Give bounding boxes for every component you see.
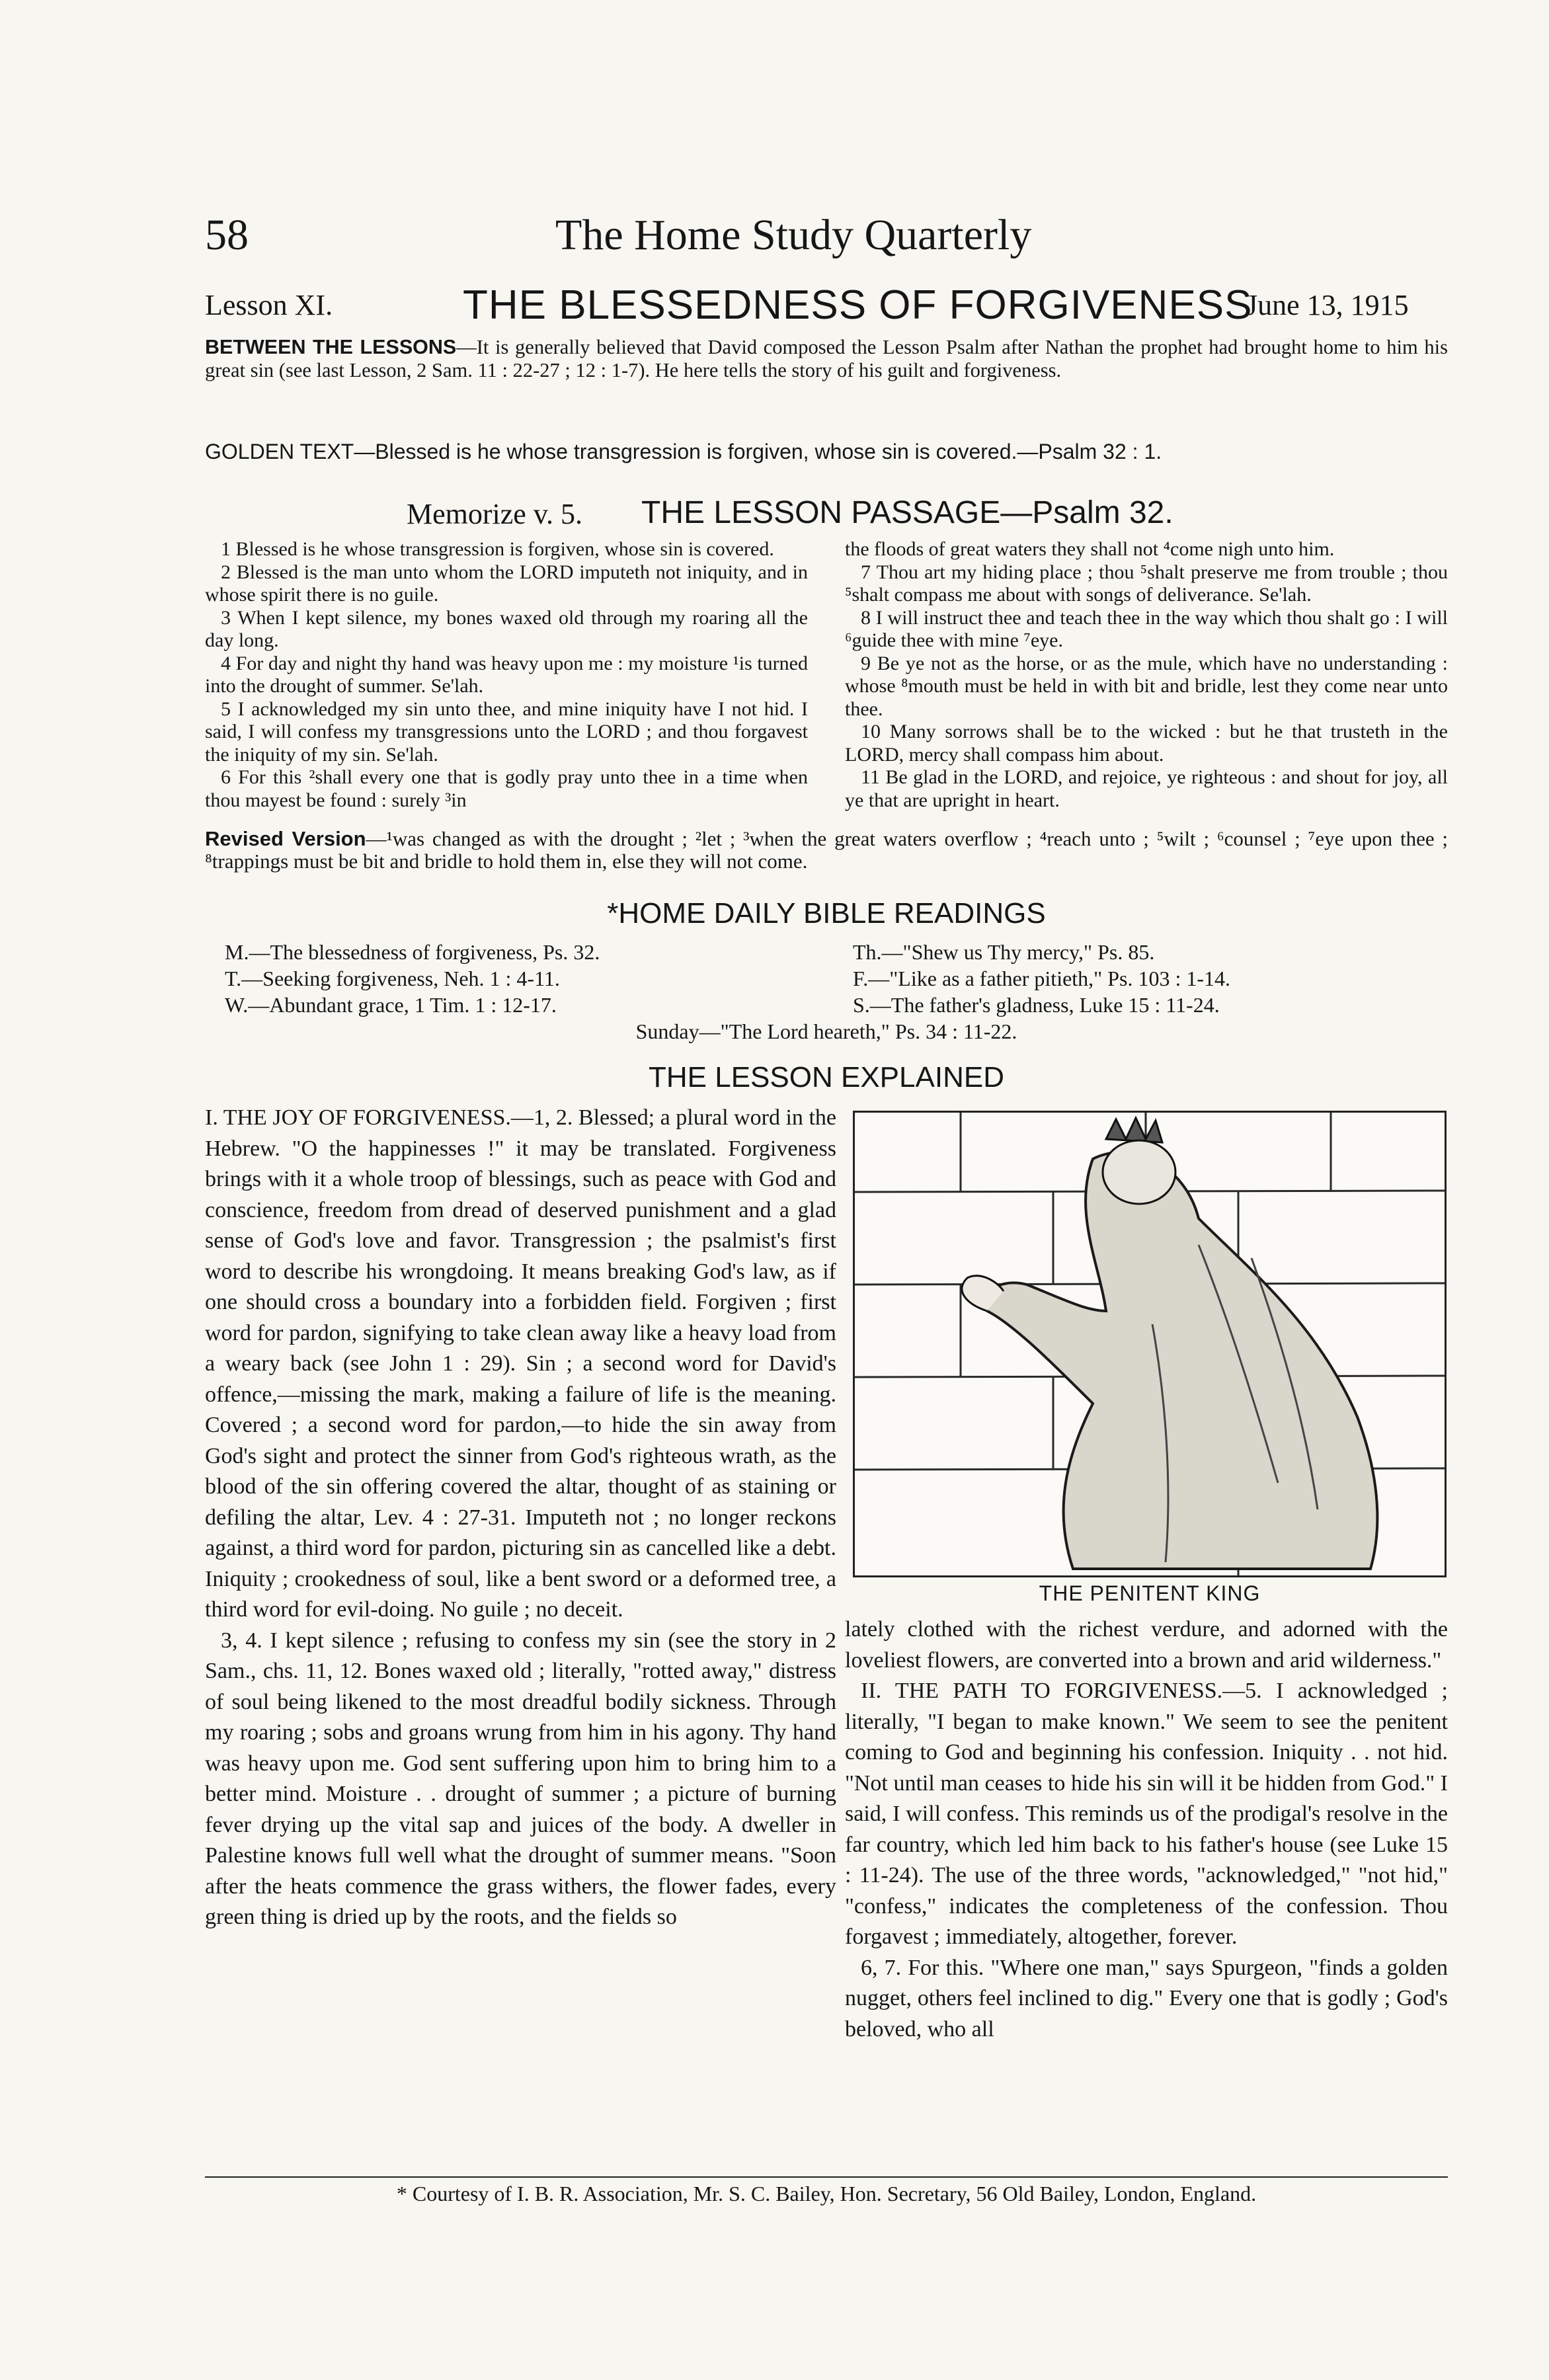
verse: 8 I will instruct thee and teach thee in the way which thou shalt go : I will ⁶guide thee with mine ⁷eye.: [845, 606, 1448, 651]
explained-right-column: [845, 1614, 1448, 2045]
lesson-date: June 13, 1915: [1246, 289, 1409, 321]
reading-item: F.—"Like as a father pitieth," Ps. 103 : 1-14.: [853, 967, 1231, 990]
verse: 10 Many sorrows shall be to the wicked : but he that trusteth in the LORD, mercy shall compass him about.: [845, 721, 1448, 766]
between-lessons: [205, 336, 1448, 382]
verse: 9 Be ye not as the horse, or as the mule, which have no understanding : whose ⁸mouth must be held in with bit and bridle, lest they come near unto thee.: [845, 652, 1448, 720]
verses-right: [845, 538, 1448, 812]
verse: 4 For day and night thy hand was heavy upon me : my moisture ¹is turned into the drought of summer. Se'lah.: [205, 652, 808, 697]
running-title: The Home Study Quarterly: [555, 211, 1032, 259]
verse: 11 Be glad in the LORD, and rejoice, ye righteous : and shout for joy, all ye that are upright in heart.: [845, 766, 1448, 811]
footnote: * Courtesy of I. B. R. Association, Mr. S. C. Bailey, Hon. Secretary, 56 Old Bailey, London, England.: [396, 2182, 1257, 2205]
revised-label: Revised Version: [205, 827, 366, 850]
readings-left: [225, 939, 820, 1018]
penitent-king-illustration: [853, 1111, 1447, 1577]
explained-title: THE LESSON EXPLAINED: [649, 1061, 1004, 1093]
verse: 7 Thou art my hiding place ; thou ⁵shalt preserve me from trouble ; thou ⁵shalt compass me about with songs of deliverance. Se'lah.: [845, 561, 1448, 606]
verse: 6 For this ²shall every one that is godly pray unto thee in a time when thou mayest be found : surely ³in: [205, 766, 808, 811]
readings-title: *HOME DAILY BIBLE READINGS: [607, 897, 1046, 930]
verse: 3 When I kept silence, my bones waxed old through my roaring all the day long.: [205, 606, 808, 651]
paragraph: 3, 4. I kept silence ; refusing to confess my sin (see the story in 2 Sam., chs. 11, 12. Bones waxed old ; literally, "rotted away," distress of soul being likened to the most dreadful bodily sickness. Through my roaring ; sobs and groans wrung from him in his agony. Thy hand was heavy upon me. God sent suffering upon him to bring him to a better mind. Moisture . . drought of summer ; a picture of burning fever drying up the vital sap and juices of the body. A dweller in Palestine knows full well what the drought of summer means. "Soon after the heats commence the grass withers, the flower fades, every green thing is dried up by the roots, and the fields so: [205, 1628, 836, 1929]
revised-version: [205, 828, 1448, 873]
memorize: Memorize v. 5.: [407, 498, 582, 530]
verse: 2 Blessed is the man unto whom the LORD imputeth not iniquity, and in whose spirit there is no guile.: [205, 561, 808, 606]
penitent-king-drawing: [855, 1113, 1445, 1575]
paragraph: 6, 7. For this. "Where one man," says Spurgeon, "finds a golden nugget, others feel inclined to dig." Every one that is godly ; God's beloved, who all: [845, 1955, 1448, 2042]
golden-text: GOLDEN TEXT—Blessed is he whose transgression is forgiven, whose sin is covered.—Psalm 32 : 1.: [205, 440, 1162, 463]
paragraph: II. THE PATH TO FORGIVENESS.—5. I acknowledged ; literally, "I began to make known." We seem to see the penitent coming to God and beginning his confession. Iniquity . . not hid. "Not until man ceases to hide his sin will it be hidden from God." I said, I will confess. This reminds us of the prodigal's resolve in the far country, which led him back to his father's house (see Luke 15 : 11-24). The use of the three words, "acknowledged," "not hid," "confess," indicates the completeness of the confession. Thou forgavest ; immediately, altogether, forever.: [845, 1679, 1448, 1949]
readings-right: [853, 939, 1448, 1018]
lesson-title: THE BLESSEDNESS OF FORGIVENESS: [463, 282, 1253, 328]
page-number: 58: [205, 211, 249, 259]
reading-item: S.—The father's gladness, Luke 15 : 11-24.: [853, 993, 1220, 1017]
revised-text: —¹was changed as with the drought ; ²let ; ³when the great waters overflow ; ⁴reach unto ; ⁵wilt ; ⁶counsel ; ⁷eye upon thee ; ⁸trappings must be bit and bridle to hold them in, else they will not come.: [205, 827, 1448, 873]
lesson-number: Lesson XI.: [205, 289, 333, 321]
verses-left: [205, 538, 808, 812]
reading-item: T.—Seeking forgiveness, Neh. 1 : 4-11.: [225, 967, 560, 990]
between-text: —It is generally believed that David composed the Lesson Psalm after Nathan the prophet had brought home to him his great sin (see last Lesson, 2 Sam. 11 : 22-27 ; 12 : 1-7). He here tells the story of his guilt and forgiveness.: [205, 336, 1448, 381]
figure-caption: THE PENITENT KING: [1039, 1581, 1261, 1605]
footnote-rule: [205, 2176, 1448, 2178]
reading-item: M.—The blessedness of forgiveness, Ps. 32.: [225, 940, 600, 964]
paragraph: lately clothed with the richest verdure, and adorned with the loveliest flowers, are converted into a brown and arid wilderness.": [845, 1617, 1448, 1673]
passage-title: THE LESSON PASSAGE—Psalm 32.: [641, 495, 1173, 530]
reading-sunday: Sunday—"The Lord heareth," Ps. 34 : 11-22.: [635, 1019, 1017, 1043]
explained-left-column: [205, 1103, 836, 1933]
reading-item: W.—Abundant grace, 1 Tim. 1 : 12-17.: [225, 993, 557, 1017]
paragraph: I. THE JOY OF FORGIVENESS.—1, 2. Blessed; a plural word in the Hebrew. "O the happinesses !" it may be translated. Forgiveness brings with it a whole troop of blessings, such as peace with God and conscience, freedom from dread of deserved punishment and a glad sense of God's love and favor. Transgression ; the psalmist's first word to describe his wrongdoing. It means breaking God's law, as if one should cross a boundary into a forbidden field. Forgiven ; first word for pardon, signifying to take clean away like a heavy load from a weary back (see John 1 : 29). Sin ; a second word for David's offence,—missing the mark, making a failure of life is the meaning. Covered ; a second word for pardon,—to hide the sin away from God's sight and protect the sinner from God's righteous wrath, as the blood of the sin offering covered the altar, thought of as staining or defiling the altar, Lev. 4 : 27-31. Imputeth not ; no longer reckons against, a third word for pardon, picturing sin as cancelled like a debt. Iniquity ; crookedness of soul, like a bent sword or a deformed tree, a third word for evil-doing. No guile ; no deceit.: [205, 1105, 836, 1622]
reading-item: Th.—"Shew us Thy mercy," Ps. 85.: [853, 940, 1155, 964]
verse: 5 I acknowledged my sin unto thee, and mine iniquity have I not hid. I said, I will confess my transgressions unto the LORD ; and thou forgavest the iniquity of my sin. Se'lah.: [205, 697, 808, 766]
between-label: BETWEEN THE LESSONS: [205, 336, 457, 358]
verse: 1 Blessed is he whose transgression is forgiven, whose sin is covered.: [221, 538, 774, 560]
verse: the floods of great waters they shall not ⁴come nigh unto him.: [845, 538, 1335, 560]
